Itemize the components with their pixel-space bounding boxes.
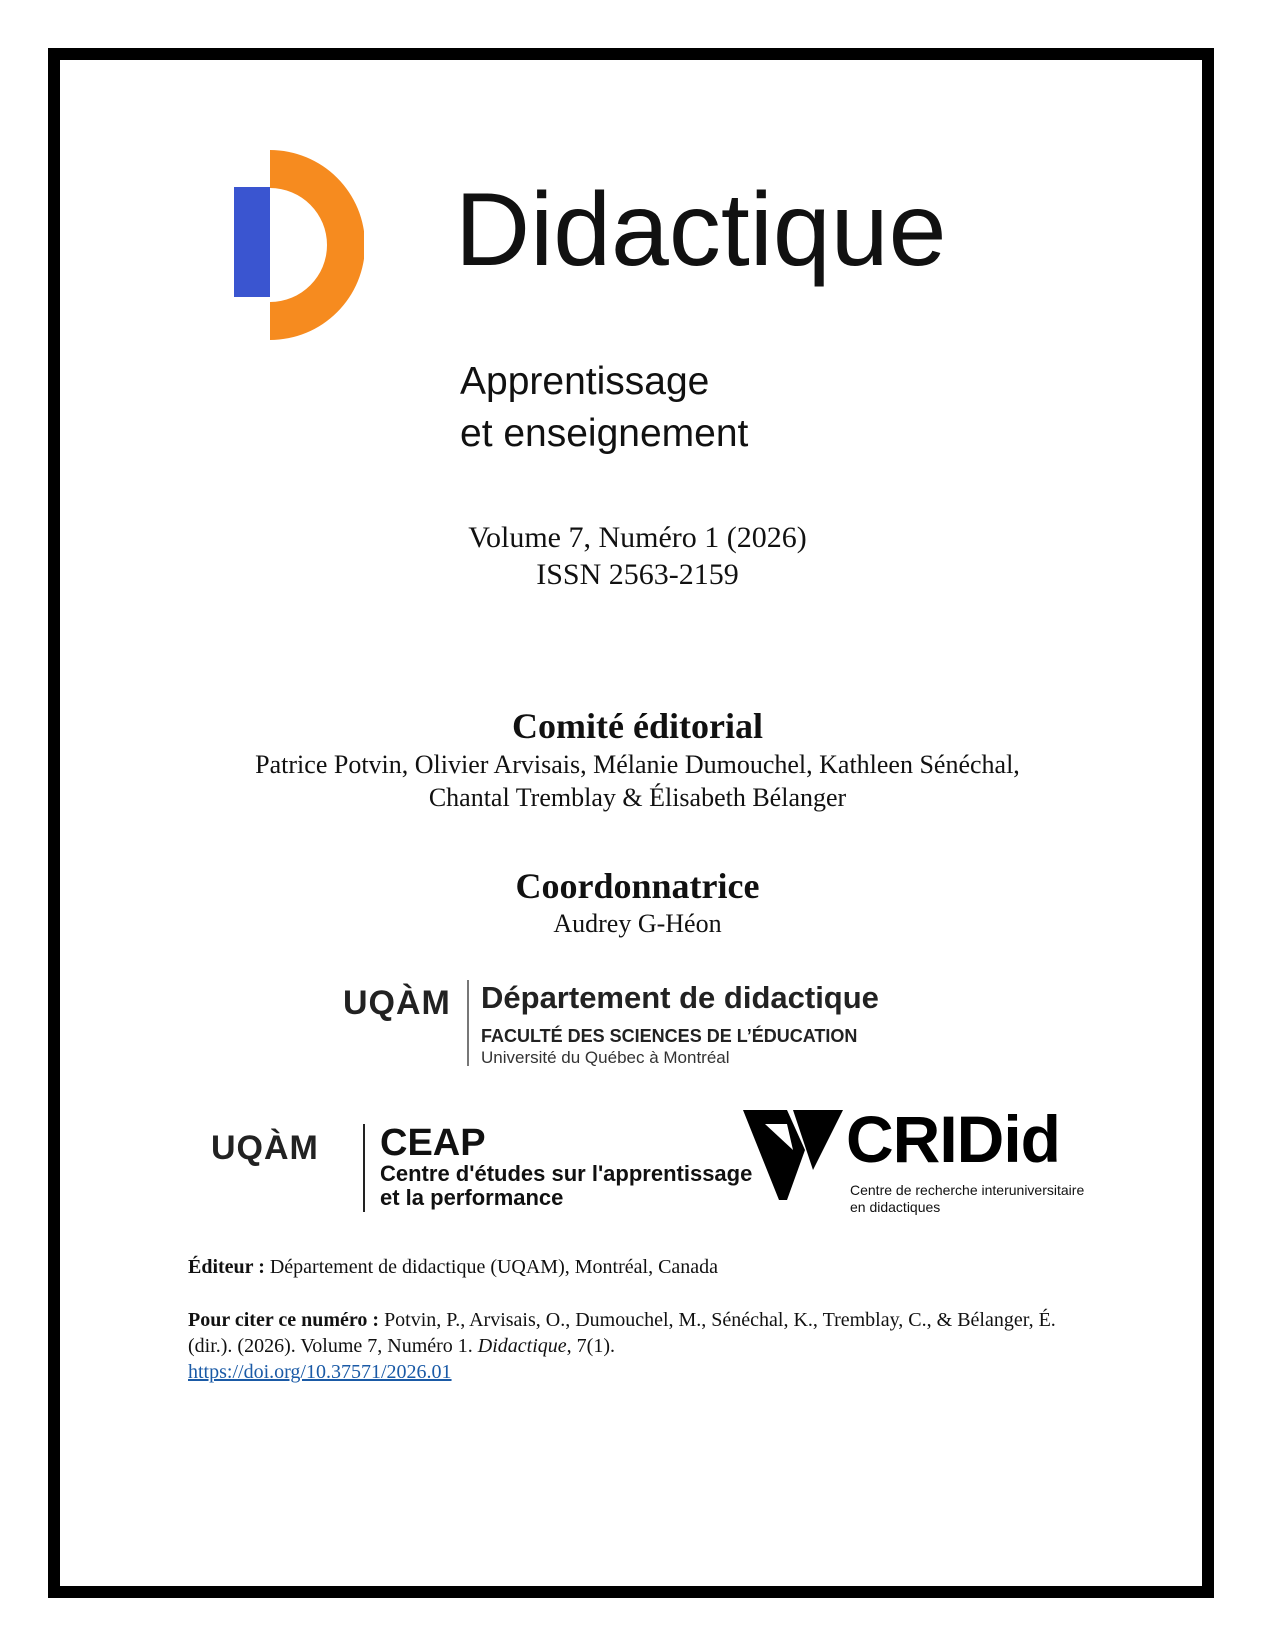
doi-link[interactable]: https://doi.org/10.37571/2026.01 [188,1361,452,1383]
coordonnatrice-name: Audrey G-Héon [553,909,722,938]
ceap-subtitle-line1: Centre d'études sur l'apprentissage [380,1161,753,1186]
issn: ISSN 2563-2159 [536,558,739,591]
issue-info [0,519,1275,593]
citation-label: Pour citer ce numéro : [188,1309,380,1331]
cridid-subtitle [850,1182,1084,1216]
comite-members [0,748,1275,814]
citation-paragraph [188,1307,1088,1385]
cridid-mark-left [743,1110,805,1200]
journal-title: Didactique [455,172,947,288]
citation-journal: Didactique [477,1335,567,1357]
comite-members-line2: Chantal Tremblay & Élisabeth Bélanger [428,783,847,812]
volume-number: Volume 7, Numéro 1 (2026) [468,521,807,554]
ceap-subtitle-line2: et la performance [380,1185,564,1210]
citation-text-part2: , 7(1). [566,1335,615,1357]
cridid-logo-icon [743,1110,845,1200]
coordonnatrice-title: Coordonnatrice [515,866,760,906]
logo-orange-arc [270,150,364,340]
ceap-title: CEAP [380,1122,486,1164]
ceap-subtitle [380,1162,752,1210]
editeur-paragraph [188,1254,1088,1280]
editeur-label: Éditeur : [188,1256,265,1278]
journal-subtitle-line2: et enseignement [460,412,749,455]
journal-subtitle [460,356,748,460]
citation-text-part1: Potvin, P., Arvisais, O., Dumouchel, M., Sénéchal, K., Tremblay, C., & Bélanger, É. (dir.). (2026). Volume 7, Numéro 1. [188,1309,1056,1357]
uqam-dept-divider [467,980,469,1066]
dept-faculty: FACULTÉ DES SCIENCES DE L’ÉDUCATION [481,1026,858,1046]
comite-members-line1: Patrice Potvin, Olivier Arvisais, Mélanie Dumouchel, Kathleen Sénéchal, [255,750,1020,779]
editeur-text: Département de didactique (UQAM), Montréal, Canada [264,1256,719,1278]
comite-title: Comité éditorial [512,706,763,746]
journal-subtitle-line1: Apprentissage [460,360,710,403]
cridid-subtitle-line1: Centre de recherche interuniversitaire [850,1182,1085,1198]
didactique-logo-icon [234,150,364,340]
cridid-title: CRIDid [846,1102,1060,1176]
ceap-uqam-logo-word: UQÀM [211,1129,319,1167]
uqam-dept-logo-word: UQÀM [343,984,451,1022]
dept-title: Département de didactique [481,980,879,1015]
logo-blue-bar [234,187,270,297]
cridid-subtitle-line2: en didactiques [850,1199,941,1215]
ceap-divider [363,1124,365,1212]
dept-university: Université du Québec à Montréal [481,1048,730,1067]
